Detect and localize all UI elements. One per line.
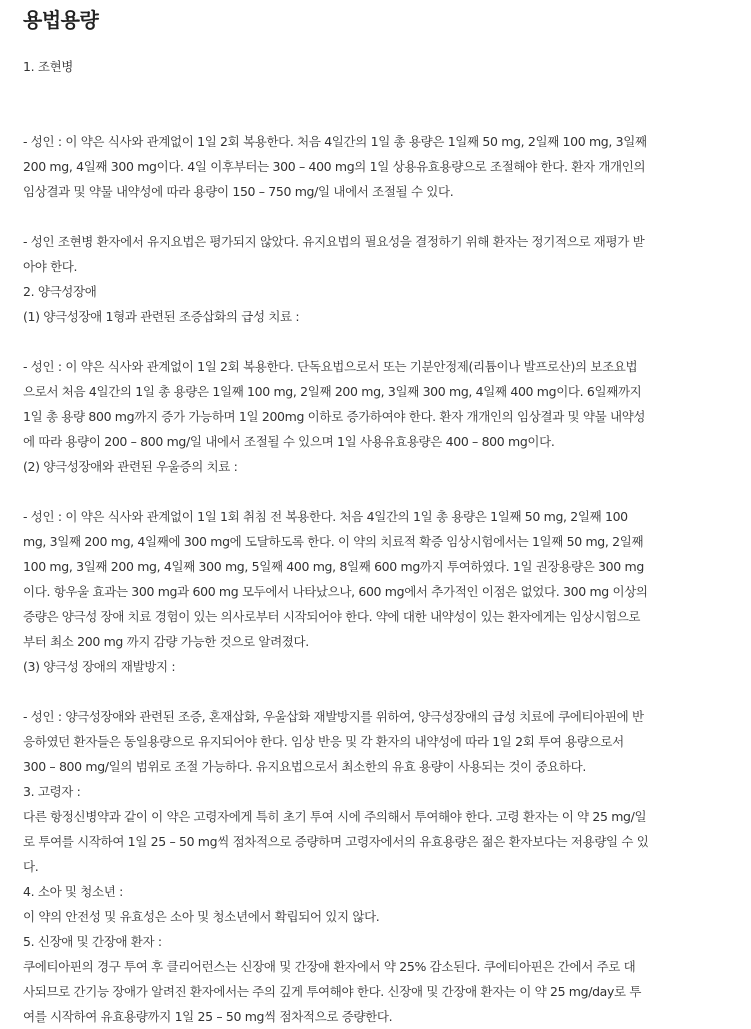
text-line: 2. 양극성장애 [23, 284, 97, 299]
text-line: 300 – 800 mg/일의 범위로 조절 가능하다. 유지요법으로서 최소한의 유효 용량이 사용되는 것이 중요하다. [23, 759, 586, 774]
text-line: 에 따라 용량이 200 – 800 mg/일 내에서 조절될 수 있으며 1일 사용유효용량은 400 – 800 mg이다. [23, 434, 555, 449]
blank-line [23, 679, 735, 704]
text-line: 사되므로 간기능 장애가 알려진 환자에서는 주의 깊게 투여해야 한다. 신장애 및 간장애 환자는 이 약 25 mg/day로 투 [23, 984, 642, 999]
text-line: 아야 한다. [23, 259, 78, 274]
text-line: (2) 양극성장애와 관련된 우울증의 치료 : [23, 459, 238, 474]
document-body [23, 54, 735, 1029]
text-line: 4. 소아 및 청소년 : [23, 884, 123, 899]
blank-line [23, 104, 735, 129]
text-line: 다. [23, 859, 39, 874]
text-line: 100 mg, 3일째 200 mg, 4일째 300 mg, 5일째 400 mg, 8일째 600 mg까지 투여하였다. 1일 권장용량은 300 mg [23, 559, 644, 574]
blank-line [23, 79, 735, 104]
text-line: - 성인 : 이 약은 식사와 관계없이 1일 1회 취침 전 복용한다. 처음 4일간의 1일 총 용량은 1일째 50 mg, 2일째 100 [23, 509, 628, 524]
text-line: 1. 조현병 [23, 59, 74, 74]
text-line: 으로서 처음 4일간의 1일 총 용량은 1일째 100 mg, 2일째 200 mg, 3일째 300 mg, 4일째 400 mg이다. 6일째까지 [23, 384, 642, 399]
text-line: 여를 시작하여 유효용량까지 1일 25 – 50 mg씩 점차적으로 증량한다. [23, 1009, 393, 1024]
page-title: 용법용량 [23, 8, 99, 32]
text-line: 임상결과 및 약물 내약성에 따라 용량이 150 – 750 mg/일 내에서 조절될 수 있다. [23, 184, 454, 199]
text-line: (3) 양극성 장애의 재발방지 : [23, 659, 176, 674]
text-line: (1) 양극성장애 1형과 관련된 조증삽화의 급성 치료 : [23, 309, 300, 324]
text-line: 증량은 양극성 장애 치료 경험이 있는 의사로부터 시작되어야 한다. 약에 대한 내약성이 있는 환자에게는 임상시험으로 [23, 609, 641, 624]
text-line: 이다. 항우울 효과는 300 mg과 600 mg 모두에서 나타났으나, 600 mg에서 추가적인 이점은 없었다. 300 mg 이상의 [23, 584, 648, 599]
text-line: 5. 신장애 및 간장애 환자 : [23, 934, 162, 949]
text-line: 로 투여를 시작하여 1일 25 – 50 mg씩 점차적으로 증량하며 고령자에서의 유효용량은 젊은 환자보다는 저용량일 수 있 [23, 834, 649, 849]
text-line: 3. 고령자 : [23, 784, 81, 799]
text-line: 부터 최소 200 mg 까지 감량 가능한 것으로 알려졌다. [23, 634, 309, 649]
text-line: mg, 3일째 200 mg, 4일째에 300 mg에 도달하도록 한다. 이 약의 치료적 확증 임상시험에서는 1일째 50 mg, 2일째 [23, 534, 644, 549]
text-line: 이 약의 안전성 및 유효성은 소아 및 청소년에서 확립되어 있지 않다. [23, 909, 380, 924]
blank-line [23, 479, 735, 504]
text-line: - 성인 조현병 환자에서 유지요법은 평가되지 않았다. 유지요법의 필요성을 결정하기 위해 환자는 정기적으로 재평가 받 [23, 234, 645, 249]
text-line: - 성인 : 이 약은 식사와 관계없이 1일 2회 복용한다. 단독요법으로서 또는 기분안정제(리튬이나 발프로산)의 보조요법 [23, 359, 638, 374]
text-line: 쿠에티아핀의 경구 투여 후 클리어런스는 신장애 및 간장애 환자에서 약 25% 감소된다. 쿠에티아핀은 간에서 주로 대 [23, 959, 636, 974]
text-line: 다른 항정신병약과 같이 이 약은 고령자에게 특히 초기 투여 시에 주의해서 투여해야 한다. 고령 환자는 이 약 25 mg/일 [23, 809, 647, 824]
text-line: 응하였던 환자들은 동일용량으로 유지되어야 한다. 임상 반응 및 각 환자의 내약성에 따라 1일 2회 투여 용량으로서 [23, 734, 624, 749]
text-line: 1일 총 용량 800 mg까지 증가 가능하며 1일 200mg 이하로 증가하여야 한다. 환자 개개인의 임상결과 및 약물 내약성 [23, 409, 646, 424]
blank-line [23, 329, 735, 354]
text-line: 200 mg, 4일째 300 mg이다. 4일 이후부터는 300 – 400 mg의 1일 상용유효용량으로 조절해야 한다. 환자 개개인의 [23, 159, 646, 174]
text-line: - 성인 : 이 약은 식사와 관계없이 1일 2회 복용한다. 처음 4일간의 1일 총 용량은 1일째 50 mg, 2일째 100 mg, 3일째 [23, 134, 647, 149]
blank-line [23, 204, 735, 229]
text-line: - 성인 : 양극성장애와 관련된 조증, 혼재삽화, 우울삽화 재발방지를 위하여, 양극성장애의 급성 치료에 쿠에티아핀에 반 [23, 709, 644, 724]
